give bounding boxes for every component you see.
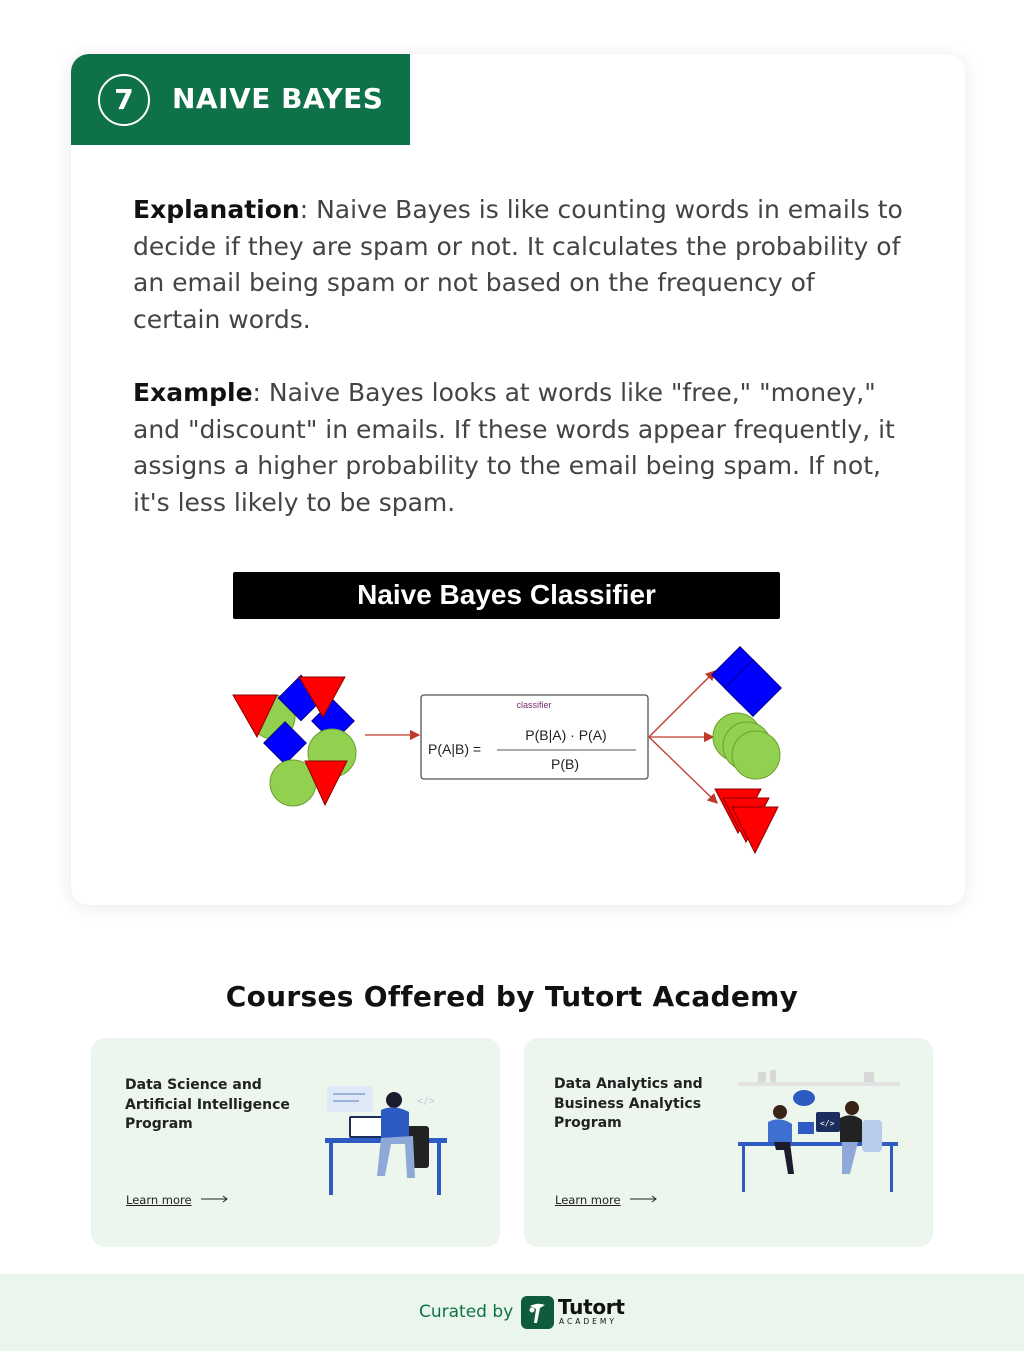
classifier-label: classifier — [516, 700, 552, 710]
diagram-title: Naive Bayes Classifier — [233, 572, 780, 619]
formula-numerator: P(B|A) · P(A) — [525, 727, 607, 743]
example-paragraph — [133, 375, 908, 521]
section-number: 7 — [98, 74, 150, 126]
formula-lhs: P(A|B) = — [428, 741, 482, 757]
courses-heading: Courses Offered by Tutort Academy — [225, 980, 799, 1013]
naive-bayes-diagram — [225, 565, 795, 865]
tutort-logo-icon — [521, 1296, 554, 1329]
example-text: : Naive Bayes looks at words like "free," "money," and "discount" in emails. If these words appear frequently, it assigns a higher probability to the email being spam. If not, it's less likely to be spam. — [133, 378, 895, 517]
explanation-text: : Naive Bayes is like counting words in emails to decide if they are spam or not. It calculates the probability of an email being spam or not based on the frequency of certain words. — [133, 195, 903, 334]
course-name: Data Analytics and Business Analytics Program — [554, 1076, 703, 1131]
output-blue-class — [712, 647, 782, 717]
diagram-graphic — [225, 565, 795, 865]
explanation-paragraph — [133, 192, 908, 338]
svg-text:</>: </> — [820, 1119, 835, 1128]
course-card-data-analytics[interactable] — [524, 1038, 933, 1247]
curated-by-text: Curated by — [419, 1302, 514, 1322]
learn-more-link[interactable]: Learn more — [126, 1193, 192, 1207]
example-label: Example — [133, 378, 253, 407]
brand-subtitle: ACADEMY — [559, 1317, 617, 1326]
formula-denominator: P(B) — [551, 756, 579, 772]
input-shapes-cluster — [233, 675, 356, 806]
output-green-class — [713, 713, 780, 779]
section-title: NAIVE BAYES — [172, 82, 384, 115]
brand-name: Tutort — [558, 1295, 625, 1319]
output-red-class — [715, 789, 778, 853]
svg-text:</>: </> — [417, 1096, 436, 1107]
footer — [0, 1274, 1024, 1351]
arrow-right-icon — [201, 1195, 229, 1203]
section-header — [71, 54, 410, 145]
developer-at-desk-illustration — [319, 1080, 454, 1200]
course-card-data-science[interactable] — [91, 1038, 500, 1247]
team-at-desk-illustration — [734, 1066, 904, 1196]
explanation-label: Explanation — [133, 195, 300, 224]
course-name: Data Science and Artificial Intelligence Program — [125, 1077, 290, 1132]
learn-more-link[interactable]: Learn more — [555, 1193, 621, 1207]
arrow-right-icon — [630, 1195, 658, 1203]
